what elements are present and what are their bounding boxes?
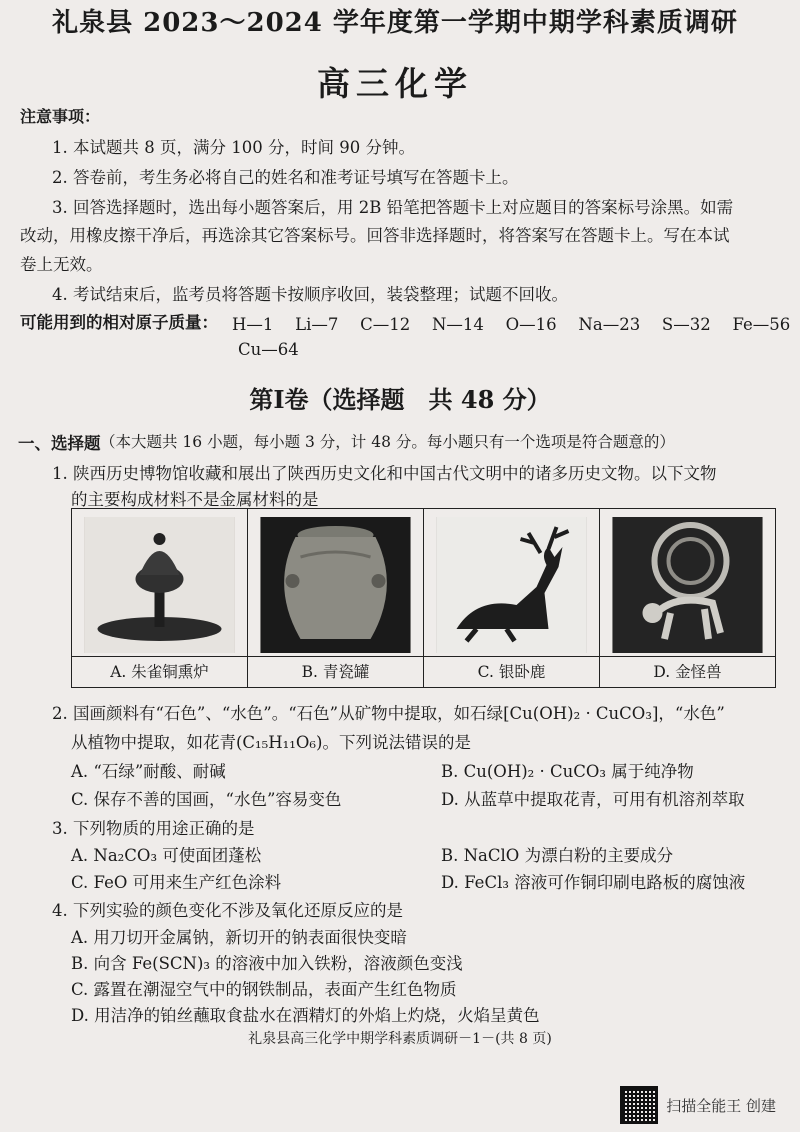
q4-option-a: A. 用刀切开金属钠，新切开的钠表面很快变暗 [71,928,407,947]
atomic-mass-label: 可能用到的相对原子质量： [20,313,218,332]
q3-option-d: D. FeCl₃ 溶液可作铜印刷电路板的腐蚀液 [441,873,746,892]
page-footer: 礼泉县高三化学中期学科素质调研－1－(共 8 页) [248,1031,552,1047]
q1-image-table [71,508,776,688]
q4-stem: 4. 下列实验的颜色变化不涉及氧化还原反应的是 [52,901,403,920]
q4-option-c: C. 露置在潮湿空气中的钢铁制品，表面产生红色物质 [71,980,457,999]
q1-option-a-label: A. 朱雀铜熏炉 [72,656,247,687]
notice-item-2: 2. 答卷前，考生务必将自己的姓名和准考证号填写在答题卡上。 [52,168,519,187]
silver-deer-image [436,517,587,653]
q3-option-b: B. NaClO 为漂白粉的主要成分 [441,846,674,865]
q3-stem: 3. 下列物质的用途正确的是 [52,819,255,838]
exam-title: 礼泉县 2023～2024 学年度第一学期中期学科素质调研 [52,8,738,38]
notice-item-4: 4. 考试结束后，监考员将答题卡按顺序收回，装袋整理；试题不回收。 [52,285,568,304]
notice-heading: 注意事项： [20,107,101,126]
q1-option-b-label: B. 青瓷罐 [248,656,423,687]
q1-stem-1: 1. 陕西历史博物馆收藏和展出了陕西历史文化和中国古代文明中的诸多历史文物。以下文物 [52,464,717,483]
q1-option-d [600,509,775,687]
q4-option-d: D. 用洁净的铂丝蘸取食盐水在酒精灯的外焰上灼烧，火焰呈黄色 [71,1006,540,1025]
q3-option-a: A. Na₂CO₃ 可使面团蓬松 [71,846,262,865]
q3-option-c: C. FeO 可用来生产红色涂料 [71,873,282,892]
part1-title: 第Ⅰ卷（选择题 共 48 分） [249,385,551,414]
atomic-mass-line-2: Cu—64 [238,340,299,359]
q2-stem-2: 从植物中提取，如花青(C₁₅H₁₁O₆)。下列说法错误的是 [71,733,471,752]
notice-item-3: 3. 回答选择题时，选出每小题答案后，用 2B 铅笔把答题卡上对应题目的答案标号涂黑。如需 [52,198,734,217]
q2-option-b: B. Cu(OH)₂ · CuCO₃ 属于纯净物 [441,762,694,781]
atomic-mass-line-1: H—1 Li—7 C—12 N—14 O—16 Na—23 S—32 Fe—56 [232,315,791,334]
q2-option-d: D. 从蓝草中提取花青，可用有机溶剂萃取 [441,790,745,809]
q1-option-b [248,509,424,687]
q2-stem-1: 2. 国画颜料有“石色”、“水色”。“石色”从矿物中提取，如石绿[Cu(OH)₂ · CuCO₃]，“水色” [52,704,725,723]
q1-option-c-label: C. 银卧鹿 [424,656,599,687]
q1-option-d-label: D. 金怪兽 [600,656,775,687]
subject-title: 高三化学 [317,64,473,103]
scanner-watermark [620,1086,776,1124]
q1-stem-2: 的主要构成材料不是金属材料的是 [71,490,319,509]
notice-item-3-end: 卷上无效。 [20,255,103,274]
watermark-text: 扫描全能王 创建 [666,1096,776,1115]
section-label: 一、选择题 [18,434,101,453]
q4-option-b: B. 向含 Fe(SCN)₃ 的溶液中加入铁粉，溶液颜色变浅 [71,954,463,973]
qr-code-icon [620,1086,658,1124]
golden-beast-image [612,517,763,653]
bronze-censer-image [84,517,235,653]
celadon-jar-image [260,517,411,653]
q1-option-a [72,509,248,687]
q1-option-c [424,509,600,687]
section-desc: （本大题共 16 小题，每小题 3 分，计 48 分。每小题只有一个选项是符合题意的） [100,433,675,451]
q2-option-c: C. 保存不善的国画，“水色”容易变色 [71,790,342,809]
notice-item-3-cont: 改动，用橡皮擦干净后，再选涂其它答案标号。回答非选择题时，将答案写在答题卡上。写在本试 [20,226,730,245]
notice-item-1: 1. 本试题共 8 页，满分 100 分，时间 90 分钟。 [52,138,415,157]
q2-option-a: A. “石绿”耐酸、耐碱 [71,762,226,781]
